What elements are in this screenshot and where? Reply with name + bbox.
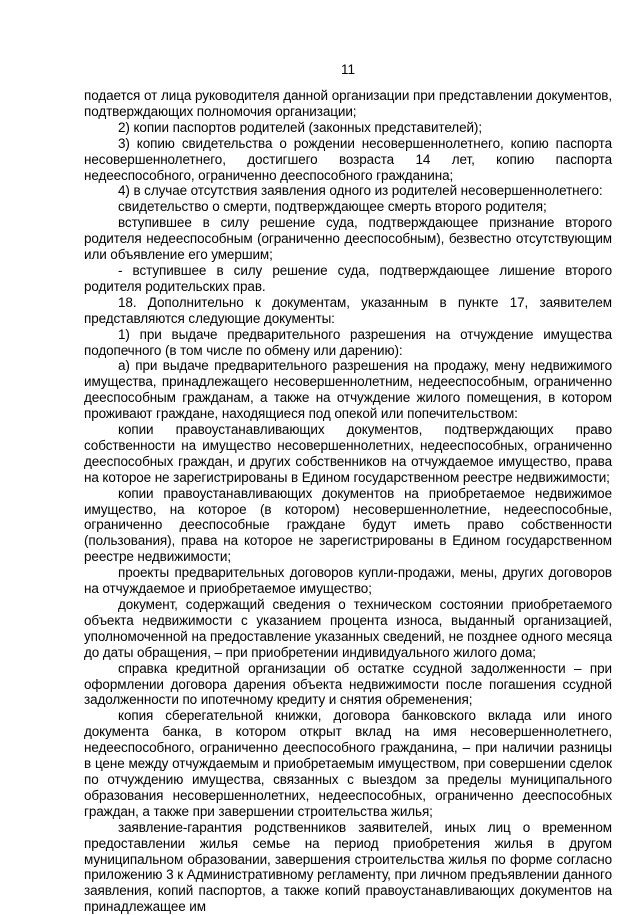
paragraph-court-decision-incapacity: вступившее в силу решение суда, подтверждающее признание второго родителя недееспособным (ограниченно дееспособным), безвестно отсутствующим или объявление его умершим;: [84, 215, 612, 263]
paragraph-savings-book: копия сберегательной книжки, договора банковского вклада или иного документа банка, в котором открыт вклад на имя несовершеннолетнего, недееспособного, ограниченно дееспособного гражданина, – при наличии разницы в цене между отчуждаемым и приобретаемым имуществом, при совершении сделок по отчуждению имущества, связанных с выездом за пределы муниципального образования несовершеннолетних, недееспособных, ограниченно дееспособных граждан, а также при завершении строительства жилья;: [84, 708, 612, 819]
paragraph-item-3: 3) копию свидетельства о рождении несовершеннолетнего, копию паспорта несовершеннолетнего, достигшего возраста 14 лет, копию паспорта недееспособного, ограниченно дееспособного гражданина;: [84, 135, 612, 183]
paragraph-item-2: 2) копии паспортов родителей (законных представителей);: [118, 119, 482, 135]
paragraph-title-documents-owned: копии правоустанавливающих документов, подтверждающих право собственности на имущество несовершеннолетних, недееспособных, ограниченно дееспособных граждан, и других собственников на отчуждаемое имущество, права на которое не зарегистрированы в Едином государственном реестре недвижимости;: [84, 422, 612, 485]
paragraph-section-18: 18. Дополнительно к документам, указанным в пункте 17, заявителем представляются следующие документы:: [84, 294, 612, 326]
paragraph-draft-contracts: проекты предварительных договоров купли-продажи, мены, других договоров на отчуждаемое и приобретаемое имущество;: [84, 565, 612, 597]
paragraph-bank-certificate: справка кредитной организации об остатке ссудной задолженности – при оформлении договора дарения объекта недвижимости после погашения ссудной задолженности по ипотечному кредиту и снятия обременения;: [84, 660, 612, 708]
page-number: 11: [340, 62, 355, 77]
paragraph-death-certificate: свидетельство о смерти, подтверждающее смерть второго родителя;: [118, 199, 547, 215]
paragraph-item-4: 4) в случае отсутствия заявления одного из родителей несовершеннолетнего:: [118, 183, 603, 199]
paragraph-18-item-1: 1) при выдаче предварительного разрешения на отчуждение имущества подопечного (в том числе по обмену или дарению):: [84, 326, 612, 358]
paragraph-court-decision-deprivation: - вступившее в силу решение суда, подтверждающее лишение второго родителя родительских прав.: [84, 262, 612, 294]
paragraph-18-item-1a: а) при выдаче предварительного разрешения на продажу, мену недвижимого имущества, принадлежащего несовершеннолетним, недееспособным, ограниченно дееспособным гражданам, а также на отчуждение жилого помещения, в котором проживают граждане, находящиеся под опекой или попечительством:: [84, 358, 612, 422]
paragraph-continuation: подается от лица руководителя данной организации при представлении документов, подтверждающих полномочия организации;: [84, 88, 612, 119]
paragraph-title-documents-acquired: копии правоустанавливающих документов на приобретаемое недвижимое имущество, на которое (в котором) несовершеннолетние, недееспособные, ограниченно дееспособные граждане будут иметь право собственности (пользования), права на которое не зарегистрированы в Едином государственном реестре недвижимости;: [84, 485, 612, 565]
paragraph-technical-condition: документ, содержащий сведения о техническом состоянии приобретаемого объекта недвижимости с указанием процента износа, выданный организацией, уполномоченной на предоставление указанных сведений, не позднее одного месяца до даты обращения, – при приобретении индивидуального жилого дома;: [84, 597, 612, 660]
paragraph-guarantee-statement: заявление-гарантия родственников заявителей, иных лиц о временном предоставлении жилья семье на период приобретения жилья в другом муниципальном образовании, завершения строительства жилья по форме согласно приложению 3 к Административному регламенту, при личном предъявлении данного заявления, копий паспортов, а также копий правоустанавливающих документов на принадлежащее им: [84, 819, 612, 915]
